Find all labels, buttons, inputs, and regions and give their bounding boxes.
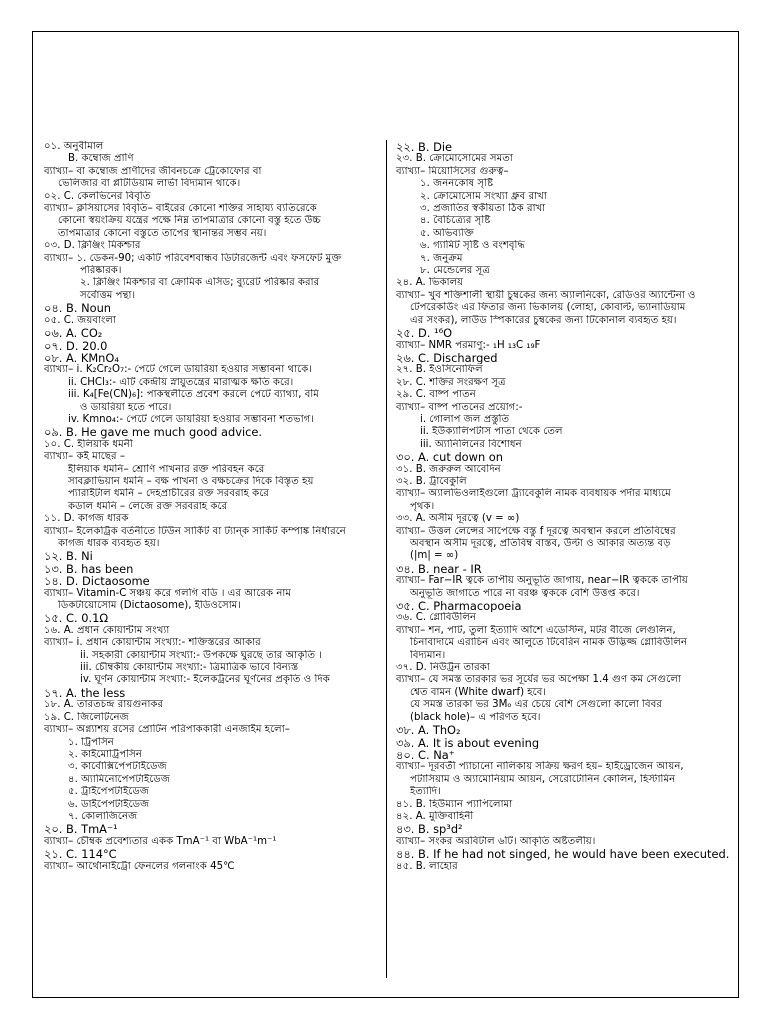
answer-line: (|m| = ∞) — [410, 550, 459, 562]
answer-line: ৫. অভিব্যক্তি — [420, 227, 474, 239]
answer-line: ১১. D. কাগজ ধারক — [44, 513, 129, 525]
answer-line: ০৩. D. ক্লিঞ্জিং মিকশ্চার — [44, 240, 141, 252]
answer-line: ৪. অ্যামিনোপেপটাইডেজ — [68, 773, 170, 785]
answer-line: ব্যাখ্যা– ক্লসিয়াসের বিবৃতি– বাইরের কোনো শক্তির সাহায্য ব্যতিরেকে — [44, 203, 317, 215]
answer-line: ১. জননকোষ সৃষ্টি — [420, 178, 494, 190]
answer-line: কোনো স্বয়ংক্রিয় যন্ত্রের পক্ষে নিম্ন তাপমাত্রার কোনো বস্তু হতে উচ্চ — [58, 215, 321, 227]
answer-line: ২৯. C. বাষ্প পাতন — [396, 389, 476, 401]
answer-line: ৩০. A. cut down on — [396, 451, 503, 464]
answer-line: ব্যাখ্যা– NMR পরমাণু:- ₁H ₁₃C ₁₉F — [396, 339, 541, 351]
answer-column-left — [44, 141, 380, 873]
answer-line: ৪৪. B. If he had not singed, he would have been executed. — [396, 848, 730, 861]
answer-line: ৩৯. A. It is about evening — [396, 736, 540, 749]
answer-line: iii. K₄[Fe(CN)₆]: পাকস্থলীতে প্রবেশ করলে পেটে ব্যাথ্যা, বমি — [68, 389, 319, 401]
answer-line: ১৩. B. has been — [44, 562, 134, 576]
answer-line: ৩. কার্বোক্সিপেপটাইডেজ — [68, 761, 167, 773]
answer-line: সর্বোত্তম পন্থা। — [80, 289, 136, 301]
answer-line: ৬. গ্যামিট সৃষ্টি ও বংশবৃদ্ধি — [420, 240, 525, 252]
answer-line: ব্যাখ্যা– i. প্রধান কোয়ান্টাম সংখ্যা:- শক্তিস্তরের আকার — [44, 637, 261, 649]
answer-line: ব্যাখ্যা– ১. ডেকন-90; একটি পরিবেশবান্ধব ডিটারজেন্ট এবং ফসফেট মুক্ত — [44, 252, 342, 264]
answer-line: ০৭. D. 20.0 — [44, 339, 108, 352]
answer-column-right — [396, 141, 732, 873]
answer-line: i. গোলাপ জল প্রস্তুতি — [420, 413, 510, 425]
answer-line: ১২. B. Ni — [44, 550, 93, 563]
answer-line: ২. কাইমোট্রিপসিন — [68, 748, 142, 760]
answer-line: ৩৬. C. গ্লোবিউলিন — [396, 612, 477, 624]
answer-line: শ্বেত বামন (White dwarf) হবে। — [410, 686, 547, 698]
answer-line: ২. ক্রোমোসোম সংখ্যা ধ্রুব রাখা — [420, 190, 547, 202]
answer-line: ব্যাখ্যা– ইলেকট্রিক বর্তনীতে টিউন সার্কিট বা ট্যান্ক সার্কিট কম্পাঙ্ক নির্ধারনে — [44, 525, 346, 537]
answer-line: ৩৩. A. অসীম দূরত্বে (v = ∞) — [396, 513, 520, 525]
answer-line: ব্যাখ্যা– শন, পাট, তুলা ইত্যাদি আঁশে এডেস্টিন, মটর বীজে লেগুলিন, — [396, 624, 676, 636]
answer-line: B. কম্বোজ প্রাণি — [68, 153, 134, 165]
answer-line: ব্যাখ্যা– চৌম্বক প্রবেশ্যতার একক TmA⁻¹ বা WbA⁻¹m⁻¹ — [44, 835, 277, 847]
answer-line: ২০. B. TmA⁻¹ — [44, 823, 118, 836]
answer-line: ব্যাখ্যা– Vitamin-C সঞ্চয় করে গলগি বডি । এর আরেক নাম — [44, 587, 292, 599]
answer-line: ব্যাখ্যা– খুব শক্তিশালী স্থায়ী চুম্বকের জন্য অ্যালনিকো, রেডিওর অ্যান্টেনা ও — [396, 289, 696, 301]
answer-line: (black hole)– এ পরিণত হবে। — [410, 711, 541, 723]
answer-line: ২৬. C. Discharged — [396, 351, 498, 365]
answer-line: পৃথক। — [410, 500, 435, 512]
answer-line: ২১. C. 114°C — [44, 848, 117, 861]
answer-line: ১০. C. ইলিয়াক ধমনী — [44, 438, 133, 450]
answer-line: iv. ঘূর্ণন কোয়ান্টাম সংখ্যা:- ইলেকট্রনের ঘূর্ণনের প্রকৃতি ও দিক — [80, 674, 330, 686]
answer-line: ১৬. A. প্রধান কোয়ান্টাম সংখ্যা — [44, 624, 170, 636]
answer-line: ৩৮. A. ThO₂ — [396, 724, 461, 737]
answer-line: পরিষ্কারক। — [80, 265, 122, 277]
answer-line: ব্যাখ্যা– বাষ্প পাতনের প্রয়োগ:- — [396, 401, 523, 413]
answer-line: ১৭. A. the less — [44, 686, 126, 700]
answer-line: ব্যাখ্যা– যে সমস্ত তারকার ভর সূর্যের ভর অপেক্ষা 1.4 গুণ কম সেগুলো — [396, 674, 681, 686]
answer-line: ৪০. C. Na⁺ — [396, 748, 455, 762]
answer-line: ব্যাখ্যা– Far−IR ত্বকে তাপীয় অনুভূতি জাগায়, near−IR ত্বককে তাপীয় — [396, 575, 688, 587]
answer-line: চিনাবাদামে এরাচিন এবং আলুতে টিবেরিন নামক উদ্ভিজ্জ গ্লোবিউলিন — [410, 637, 688, 649]
answer-line: ০৮. A. KMnO₄ — [44, 351, 119, 365]
answer-line: ৪. বৈচিত্র্যের সৃষ্টি — [420, 215, 491, 227]
answer-line: প্যারাইটাল ধমনি – দেহপ্রাচীরের রক্ত সরবরাহ করে — [68, 488, 270, 500]
answer-line: ভেলিজার বা প্লটিডিয়াম লার্ভা বিদ্যমান থাকে। — [58, 178, 241, 190]
answer-line: ৬. ডাইপেপটাইডেজ — [68, 798, 150, 810]
answer-line: ২৭. B. ইওসিনোফিল — [396, 364, 483, 376]
answer-line: ১. ট্রিপসিন — [68, 736, 114, 748]
answer-line: ব্যাখ্যা– অ্যালভিওলাইগুলো ট্র্যাবেকুলি নামক ব্যবধায়ক পর্দার মাধ্যমে — [396, 488, 671, 500]
answer-line: ৩৫. C. Pharmacopoeia — [396, 600, 522, 613]
answer-line: ৩১. B. জরুরুল আবেদিন — [396, 463, 501, 475]
answer-line: এর সংকর), লাউড স্পিকারের চুম্বকের জন্য টিকোনাল ব্যবহৃত হয়। — [410, 314, 677, 326]
answer-line: ব্যাখ্যা– দূরবর্তী প্যাচানো নালিকায় সক্রিয় ক্ষরণ হয়– হাইড্রোজেন আয়ন, — [396, 761, 684, 773]
answer-line: যে সমস্ত তারকা ভর 3Mₒ এর চেয়ে বেশি সেগুলো কালো বিবর — [410, 699, 663, 711]
answer-line: ০৯. B. He gave me much good advice. — [44, 426, 263, 439]
answer-line: iii. অ্যানিলিনের বিশোধন — [420, 438, 522, 450]
answer-line: ব্যাখ্যা– i. K₂Cr₂O₇:- পেটে গেলে ডায়রিয়া হওয়ার সম্ভাবনা থাকে। — [44, 364, 312, 376]
answer-line: ৪২. A. মুক্তিবাহিনী — [396, 810, 474, 822]
answer-line: ১৫. C. 0.1Ω — [44, 612, 109, 625]
answer-line: ০৪. B. Noun — [44, 302, 112, 315]
answer-line: ৪১. B. হিউম্যান প্যাপিলোমা — [396, 798, 513, 810]
answer-line: ৪৫. B. লাহোর — [396, 860, 458, 872]
answer-line: তাপমাত্রার কোনো বস্তুতে তাপের স্থানান্তর সম্ভব নয়। — [58, 227, 267, 239]
answer-line: ৭. কোলাজিনেজ — [68, 810, 138, 822]
answer-line: কাগজ ধারক ব্যবহৃত হয়। — [58, 538, 160, 549]
answer-line: ৭. জনুক্রম — [420, 252, 463, 264]
answer-line: ইত্যাদি। — [410, 786, 441, 798]
answer-line: অনুভূতি জাগাতে পারে না বরঞ্চ ত্বককে বেশি উত্তপ্ত করে। — [410, 587, 640, 599]
answer-line: ii. CHCl₃:- এটি কেন্দ্রীয় স্নায়ুতন্ত্রের মারাত্মক ক্ষতি করে। — [68, 376, 294, 388]
answer-line: ২৮. C. শক্তির সংরক্ষণ সূত্র — [396, 376, 506, 388]
answer-line: ০৫. C. জয়বাংলা — [44, 314, 116, 326]
answer-line: ব্যাখ্যা– উত্তল লেন্সের সাপেক্ষে বস্তু f দূরত্বে অবস্থান করলে প্রতিবিম্বের — [396, 525, 676, 537]
answer-line: কডাল ধমনি – লেজে রক্ত সরবরাহ করে — [68, 500, 228, 512]
answer-line: ১৯. C. জিলেটিনেজ — [44, 711, 129, 723]
answer-line: ০২. C. কেলভিনের বিবৃতি — [44, 190, 151, 202]
answer-line: ৩৪. B. near - IR — [396, 562, 482, 576]
answer-line: ২৩. B. ক্রোমোসোমের সমতা — [396, 153, 513, 165]
answer-line: ব্যাখ্যা– কই মাছের – — [44, 451, 125, 463]
answer-line: ও ডায়রিয়া হতে পারে। — [80, 401, 172, 413]
answer-line: ৮. মেন্ডেলের সূত্র — [420, 265, 490, 277]
answer-line: ২. ক্লিঞ্জিং মিকশ্চার বা ক্রোমিক এসিড; ব্যুরেট পরিষ্কার করার — [80, 277, 320, 289]
answer-line: ব্যাখ্যা– বা কম্বোজ প্রাণীদের জীবনচক্রে ট্রেকোফোর বা — [44, 165, 262, 177]
answer-line: ৩. প্রজাতির স্বকীয়তা ঠিক রাখা — [420, 203, 546, 215]
answer-line: ০৬. A. CO₂ — [44, 327, 103, 340]
answer-line: অবস্থান অসীম দূরত্বে, প্রতিবিম্ব বাস্তব, উল্টা ও আকার অত্যন্ত বড় — [410, 538, 671, 549]
answer-line: পটাসিয়াম ও অ্যামোনিয়াম আয়ন, সেরোটোনিন কোলিন, হিস্টামিন — [410, 773, 676, 785]
answer-line: iv. Kmno₄:- পেটে গেলে ডায়রিয়া হওয়ার সম্ভাবনা শতভাগ। — [68, 413, 314, 425]
answer-line: ব্যাখ্যা– অগ্ন্যাশয় রসের প্রোটিন পরিপাককারী এনজাইম হলো– — [44, 724, 290, 736]
answer-line: ৫. ট্রাইপেপটাইডেজ — [68, 786, 150, 798]
answer-line: ৩২. B. ট্রাবেকুলি — [396, 475, 467, 487]
answer-line: ০১. অনুবীমাল — [44, 141, 104, 152]
answer-line: ডিকটায়োসোম (Dictaosome), ইডিওসোম। — [58, 600, 241, 612]
column-divider — [386, 140, 387, 978]
answer-line: iii. চৌম্বকীয় কোয়ান্টাম সংখ্যা:- ত্রিমাত্রিক ভাবে বিন্যস্ত — [80, 662, 299, 674]
answer-line: সাবক্লাভিয়ান ধমনি – বক্ষ পাখনা ও বক্ষচক্রের দিকে বিস্তৃত হয় — [68, 475, 314, 487]
answer-line: ২৪. A. ভিকালয় — [396, 277, 464, 289]
answer-line: ii. সহকারী কোয়ান্টাম সংখ্যা:- উপকক্ষে ঘুরছে তার আকৃতি । — [80, 649, 323, 661]
answer-line: ৪৩. B. sp³d² — [396, 823, 463, 836]
answer-line: ১৮. A. তারতচন্দ্র রায়গুনাকর — [44, 699, 164, 711]
answer-line: বিদ্যমান। — [410, 649, 446, 661]
answer-line: ব্যাখ্যা– সংকর অরবিটাল ৬টি। আকৃতি অষ্টতলীয়। — [396, 835, 596, 847]
answer-line: ইলিয়াক ধমনি– শ্রোণি পাখনার রক্ত পরিবহন করে — [68, 463, 265, 475]
answer-line: ব্যাখ্যা– মিয়োসিসের গুরুত্ব– — [396, 165, 509, 177]
answer-line: টেপরেকর্ডিং এর ফিতার জন্য ভিকালয় (লোহা, কোবাল্ট, ভ্যানাডিয়াম — [410, 302, 686, 314]
answer-line: ব্যাখ্যা– আর্থোনাইট্রো ফেনলের গলনাংক 45℃ — [44, 860, 235, 872]
answer-line: ১৪. D. Dictaosome — [44, 575, 150, 588]
answer-line: ২৫. D. ¹⁶O — [396, 327, 453, 340]
answer-line: ২২. B. Die — [396, 141, 453, 154]
answer-line: ii. ইউক্যালিপটাস পাতা থেকে তেল — [420, 426, 563, 438]
answer-line: ৩৭. D. নিউট্রন তারকা — [396, 662, 490, 674]
